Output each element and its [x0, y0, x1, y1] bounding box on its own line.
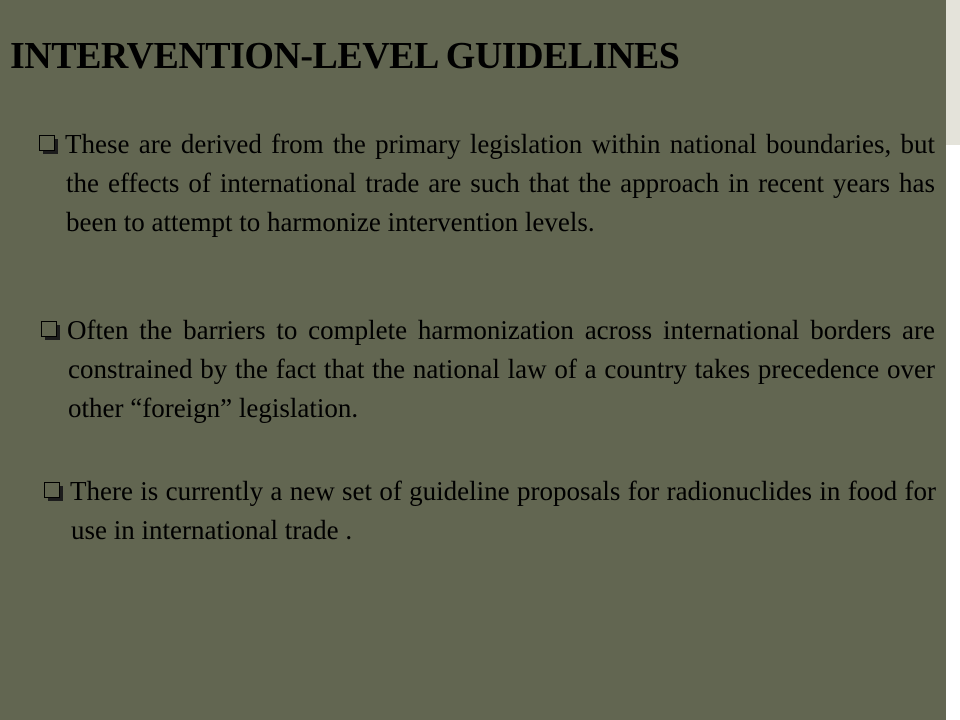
square-bullet-icon — [39, 135, 59, 155]
bullet-text: Often the barriers to complete harmonization across international borders are constrained by the fact that the national law of a country takes precedence over other “foreign” legislation. — [67, 315, 935, 423]
bullet-item — [10, 125, 935, 242]
bullet-item — [12, 311, 935, 428]
edge-lower — [946, 145, 960, 720]
edge-panel — [946, 0, 960, 145]
bullet-text: There is currently a new set of guideline proposals for radionuclides in food for use in international trade . — [70, 476, 936, 545]
bullet-text: These are derived from the primary legislation within national boundaries, but the effects of international trade are such that the approach in recent years has been to attempt to harmonize intervention levels. — [65, 129, 935, 237]
slide-title: INTERVENTION-LEVEL GUIDELINES — [10, 35, 680, 77]
bullet-item — [15, 472, 936, 550]
square-bullet-icon — [44, 482, 64, 502]
square-bullet-icon — [41, 321, 61, 341]
